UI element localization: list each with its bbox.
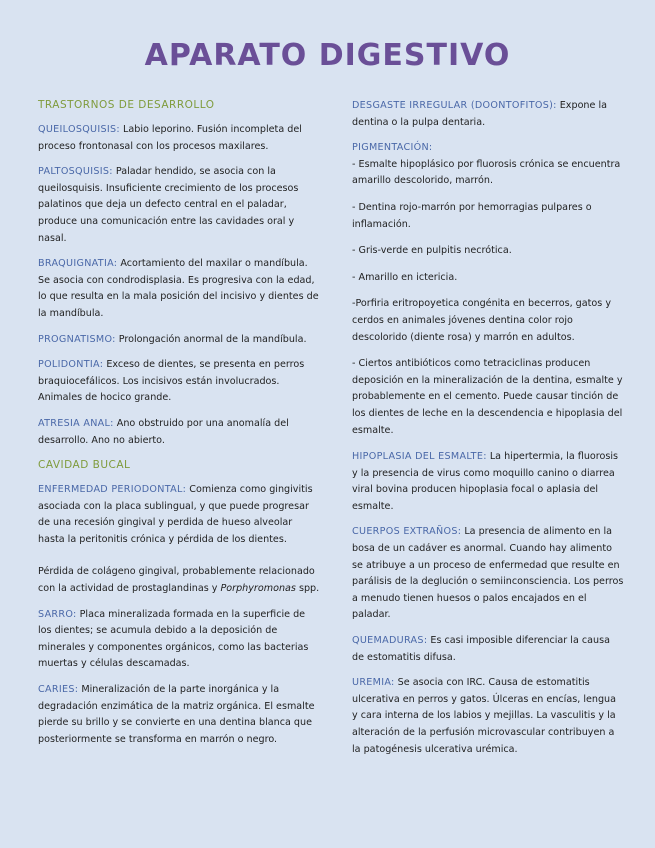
entry-prognatismo (38, 332, 320, 349)
entry-braquignatia (38, 256, 320, 322)
term-label: PALTOSQUISIS: (38, 166, 113, 178)
entry-text: Exceso de dientes, se presenta en perros braquiocefálicos. Los incisivos están involucrados. Animales de hocico grande. (38, 359, 305, 404)
term-label: PROGNATISMO: (38, 333, 116, 345)
list-item: - Ciertos antibióticos como tetraciclinas producen deposición en la mineralización de la dentina, esmalte y probablemente en el cemento. Puede causar tinción de los dientes de leche en la descendencia e hipoplasia del esmalte. (352, 358, 623, 436)
entry-sarro (38, 607, 320, 673)
entry-text: Se asocia con IRC. Causa de estomatitis ulcerativa en perros y gatos. Úlceras en encías, lengua y cara interna de los labios y mejillas. La vasculitis y la alteración de la perfusión microvascular contribuyen a la patogénesis ulcerativa urémica. (352, 677, 617, 755)
entry-queilosquisis (38, 122, 320, 155)
term-label: CARIES: (38, 684, 79, 696)
list-item: -Porfiria eritropoyetica congénita en becerros, gatos y cerdos en animales jóvenes dentina color rojo descolorido (diente rosa) y marrón en adultos. (352, 298, 612, 343)
entry-text: Es casi imposible diferenciar la causa de estomatitis difusa. (352, 635, 611, 663)
term-label: PIGMENTACIÓN: (352, 142, 433, 154)
entry-text: Pérdida de colágeno gingival, probablemente relacionado con la actividad de prostaglandinas y (38, 566, 315, 595)
term-label: BRAQUIGNATIA: (38, 258, 118, 270)
right-column (352, 98, 624, 767)
term-label: UREMIA: (352, 677, 395, 689)
page-title: APARATO DIGESTIVO (144, 38, 511, 73)
entry-text: Acortamiento del maxilar o mandíbula. Se asocia con condrodisplasia. Es progresiva con la edad, lo que resulta en la mala posición del incisivo y dientes de la mandíbula. (38, 258, 319, 319)
entry-text: Placa mineralizada formada en la superficie de los dientes; se acumula debido a la deposición de minerales y componentes orgánicos, como las bacterias muertas y células descamadas. (38, 608, 309, 670)
left-column (38, 98, 320, 757)
term-label: ENFERMEDAD PERIODONTAL: (38, 484, 187, 496)
entry-polidontia (38, 357, 320, 407)
entry-text: La presencia de alimento en la bosa de un cadáver es anormal. Cuando hay alimento se atribuye a un proceso de enfermedad que resulte en parálisis de la deglución o semiinconsciencia. Los perros a menudo tienen huesos o palos encajados en el paladar. (352, 526, 624, 621)
term-label: QUEILOSQUISIS: (38, 124, 120, 135)
entry-enfermedad-periodontal (38, 482, 320, 548)
section-heading-cavidad-bucal: CAVIDAD BUCAL (38, 459, 131, 472)
term-label: HIPOPLASIA DEL ESMALTE: (352, 451, 487, 463)
entry-pigmentacion-heading (352, 140, 624, 157)
entry-text: Comienza como gingivitis asociada con la placa sublingual, y que puede progresar de una recesión gingival y perdida de hueso alveolar hasta la peritonitis crónica y pérdida de los dientes. (38, 484, 313, 545)
entry-text: Prolongación anormal de la mandíbula. (118, 333, 307, 345)
entry-cuerpos-extranos (352, 524, 624, 624)
italic-genus: Porphyromonas (220, 583, 296, 595)
term-label: QUEMADURAS: (352, 635, 428, 647)
term-label: POLIDONTIA: (38, 359, 104, 371)
list-item: - Amarillo en ictericia. (352, 271, 458, 283)
entry-caries (38, 682, 320, 748)
entry-periodontal-continued (38, 564, 320, 597)
term-label: CUERPOS EXTRAÑOS: (352, 526, 462, 538)
list-item: - Dentina rojo-marrón por hemorragias pulpares o inflamación. (352, 201, 592, 230)
entry-hipoplasia (352, 449, 624, 515)
entry-quemaduras (352, 633, 624, 666)
entry-text: La hipertermia, la fluorosis y la presencia de virus como moquillo canino o diarrea viral bovina producen hipoplasia focal o aplasia del esmalte. (352, 451, 619, 512)
entry-text: Paladar hendido, se asocia con la queilosquisis. Insuficiente crecimiento de los procesos palatinos que deja un defecto central en el paladar, produce una comunicación entre las cavidades oral y nasal. (38, 166, 299, 244)
list-item: - Esmalte hipoplásico por fluorosis crónica se encuentra amarillo descolorido, marrón. (352, 158, 621, 187)
term-label: ATRESIA ANAL: (38, 417, 114, 429)
entry-atresia-anal (38, 416, 320, 449)
entry-desgaste-irregular (352, 98, 624, 131)
term-label: DESGASTE IRREGULAR (DOONTOFITOS): (352, 100, 557, 111)
entry-text: Ano obstruido por una anomalía del desarrollo. Ano no abierto. (38, 417, 289, 446)
section-heading-trastornos: TRASTORNOS DE DESARROLLO (38, 99, 215, 111)
entry-text-end: spp. (295, 583, 320, 595)
entry-text: Labio leporino. Fusión incompleta del proceso frontonasal con los procesos maxilares. (38, 124, 302, 152)
entry-palatosquisis (38, 164, 320, 247)
entry-text: Mineralización de la parte inorgánica y la degradación enzimática de la matriz orgánica. El esmalte pierde su brillo y se convierte en una dentina blanca que posteriormente se transforma en marrón o negro. (38, 684, 315, 745)
entry-uremia (352, 675, 624, 758)
list-item: - Gris-verde en pulpitis necrótica. (352, 245, 512, 257)
term-label: SARRO: (38, 608, 77, 620)
entry-text: Expone la dentina o la pulpa dentaria. (352, 100, 608, 128)
